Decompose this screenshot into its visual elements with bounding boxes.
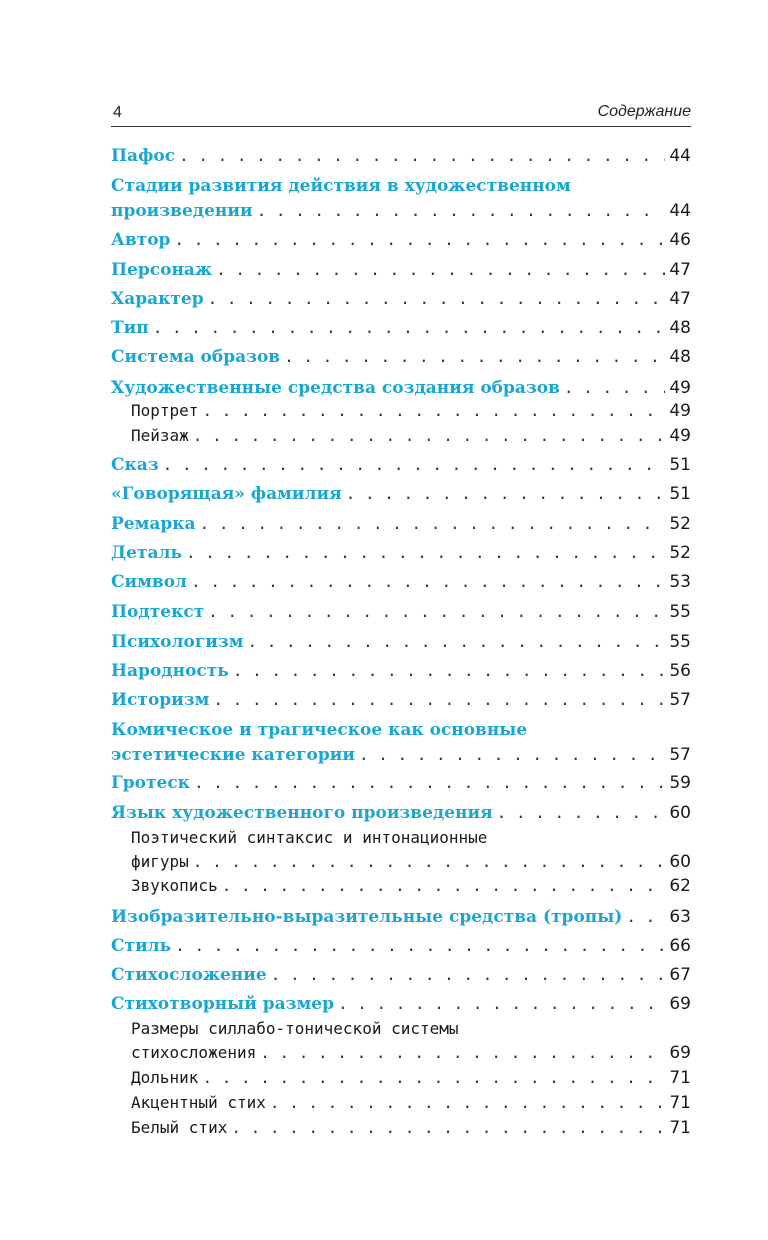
toc-entry-page: 53 bbox=[669, 572, 691, 592]
toc-entry-page: 47 bbox=[669, 260, 691, 280]
toc-entry[interactable] bbox=[111, 287, 691, 311]
toc-leader bbox=[193, 850, 666, 874]
toc-entry-title: Пафос bbox=[111, 146, 176, 166]
toc-entry-title: Пейзаж bbox=[131, 426, 189, 445]
toc-entry-title: Стадии развития действия в художественном bbox=[111, 176, 571, 196]
toc-subentry[interactable] bbox=[131, 1116, 691, 1140]
toc-entry[interactable] bbox=[111, 512, 691, 536]
toc-entry-page: 56 bbox=[669, 661, 691, 681]
toc-leader bbox=[564, 376, 665, 400]
toc-entry-title: Белый стих bbox=[131, 1118, 228, 1137]
toc-entry-title: Характер bbox=[111, 289, 204, 309]
toc-entry-page: 49 bbox=[669, 426, 691, 446]
toc-leader bbox=[257, 199, 666, 223]
toc-entry-title: стихосложения bbox=[131, 1043, 257, 1062]
toc-subentry[interactable] bbox=[131, 874, 691, 898]
toc-leader bbox=[191, 570, 665, 594]
toc-entry[interactable] bbox=[111, 659, 691, 683]
toc-entry-title: Дольник bbox=[131, 1068, 199, 1087]
toc-entry-page: 49 bbox=[669, 378, 691, 398]
toc-entry-title: произведении bbox=[111, 201, 253, 221]
toc-leader bbox=[202, 1066, 665, 1090]
toc-entry-page: 59 bbox=[669, 773, 691, 793]
toc-entry-title: Портрет bbox=[131, 401, 199, 420]
toc-leader bbox=[153, 316, 666, 340]
toc-entry[interactable] bbox=[111, 992, 691, 1016]
toc-leader bbox=[359, 743, 665, 767]
toc-entry-title: Стихотворный размер bbox=[111, 994, 334, 1014]
toc-entry-title: Тип bbox=[111, 318, 149, 338]
toc-entry-page: 69 bbox=[669, 994, 691, 1014]
toc-entry-page: 57 bbox=[669, 690, 691, 710]
toc-entry-page: 71 bbox=[669, 1118, 691, 1138]
toc-entry-title: Акцентный стих bbox=[131, 1093, 266, 1112]
toc-entry[interactable] bbox=[111, 771, 691, 795]
toc-entry-page: 46 bbox=[669, 230, 691, 250]
toc-entry-title: «Говорящая» фамилия bbox=[111, 484, 342, 504]
toc-leader bbox=[163, 453, 666, 477]
toc-entry-page: 48 bbox=[669, 347, 691, 367]
toc-leader bbox=[208, 600, 665, 624]
toc-entry[interactable] bbox=[111, 963, 691, 987]
toc-subentry[interactable] bbox=[131, 1041, 691, 1065]
toc-subentry[interactable] bbox=[131, 424, 691, 448]
toc-entry-title: Художественные средства создания образов bbox=[111, 378, 560, 398]
toc-entry[interactable] bbox=[111, 688, 691, 712]
toc-entry[interactable] bbox=[111, 718, 691, 742]
toc-entry-title: Сказ bbox=[111, 455, 159, 475]
toc-entry[interactable] bbox=[111, 905, 691, 929]
running-head-title: Содержание bbox=[597, 103, 691, 120]
toc-entry-page: 47 bbox=[669, 289, 691, 309]
toc-leader bbox=[338, 992, 665, 1016]
toc-entry-page: 44 bbox=[669, 146, 691, 166]
toc-entry-page: 62 bbox=[669, 876, 691, 896]
toc-entry-page: 57 bbox=[669, 745, 691, 765]
toc-entry-title: Ремарка bbox=[111, 514, 196, 534]
toc-leader bbox=[193, 424, 666, 448]
toc-subentry[interactable] bbox=[131, 399, 691, 423]
toc-entry[interactable] bbox=[111, 600, 691, 624]
toc-entry-page: 52 bbox=[669, 543, 691, 563]
toc-entry[interactable] bbox=[111, 199, 691, 223]
toc-subentry[interactable] bbox=[131, 826, 691, 850]
toc-leader bbox=[260, 1041, 665, 1065]
toc-leader bbox=[179, 144, 665, 168]
toc-entry[interactable] bbox=[111, 453, 691, 477]
toc-entry-page: 52 bbox=[669, 514, 691, 534]
toc-entry-page: 71 bbox=[669, 1068, 691, 1088]
toc-leader bbox=[174, 228, 665, 252]
toc-entry-title: фигуры bbox=[131, 852, 189, 871]
toc-leader bbox=[284, 345, 665, 369]
toc-entry-title: Автор bbox=[111, 230, 171, 250]
toc-leader bbox=[194, 771, 665, 795]
toc-entry-title: Изобразительно-выразительные средства (тропы) bbox=[111, 907, 623, 927]
toc-leader bbox=[247, 630, 665, 654]
toc-entry-title: Народность bbox=[111, 661, 229, 681]
toc-entry[interactable] bbox=[111, 541, 691, 565]
page-number: 4 bbox=[113, 104, 122, 121]
toc-leader bbox=[626, 905, 665, 929]
toc-entry[interactable] bbox=[111, 258, 691, 282]
toc-leader bbox=[216, 258, 665, 282]
toc-entry-page: 51 bbox=[669, 484, 691, 504]
toc-leader bbox=[346, 482, 666, 506]
toc-entry-title: Персонаж bbox=[111, 260, 213, 280]
toc-leader bbox=[497, 801, 666, 825]
toc-entry-title: Комическое и трагическое как основные bbox=[111, 720, 528, 740]
toc-entry-title: Деталь bbox=[111, 543, 183, 563]
toc-entry-title: Стиль bbox=[111, 936, 172, 956]
toc-entry-page: 48 bbox=[669, 318, 691, 338]
toc-entry[interactable] bbox=[111, 174, 691, 198]
toc-subentry[interactable] bbox=[131, 1017, 691, 1041]
toc-entry[interactable] bbox=[111, 570, 691, 594]
toc-leader bbox=[222, 874, 666, 898]
toc-entry-page: 60 bbox=[669, 803, 691, 823]
toc-entry-title: Система образов bbox=[111, 347, 281, 367]
toc-entry-page: 67 bbox=[669, 965, 691, 985]
toc-entry[interactable] bbox=[111, 228, 691, 252]
toc-entry-title: Стихосложение bbox=[111, 965, 267, 985]
toc-leader bbox=[213, 688, 665, 712]
toc-entry-title: Историзм bbox=[111, 690, 210, 710]
toc-leader bbox=[200, 512, 666, 536]
toc-entry-title: Язык художественного произведения bbox=[111, 803, 493, 823]
toc-entry-title: Поэтический синтаксис и интонационные bbox=[131, 828, 488, 847]
toc-entry[interactable] bbox=[111, 482, 691, 506]
toc-entry[interactable] bbox=[111, 316, 691, 340]
toc-entry[interactable] bbox=[111, 376, 691, 400]
toc-entry-page: 44 bbox=[669, 201, 691, 221]
toc-entry-page: 60 bbox=[669, 852, 691, 872]
toc-entry-page: 66 bbox=[669, 936, 691, 956]
toc-entry-page: 63 bbox=[669, 907, 691, 927]
toc-entry-title: Размеры силлабо-тонической системы bbox=[131, 1019, 459, 1038]
toc-leader bbox=[271, 963, 666, 987]
toc-entry-title: Символ bbox=[111, 572, 188, 592]
toc-entry[interactable] bbox=[111, 630, 691, 654]
toc-entry-page: 69 bbox=[669, 1043, 691, 1063]
toc-entry[interactable] bbox=[111, 743, 691, 767]
toc-entry-title: Гротеск bbox=[111, 773, 190, 793]
toc-leader bbox=[233, 659, 666, 683]
toc-entry-page: 55 bbox=[669, 602, 691, 622]
toc-entry-title: Психологизм bbox=[111, 632, 244, 652]
toc-entry[interactable] bbox=[111, 801, 691, 825]
toc-leader bbox=[186, 541, 665, 565]
toc-leader bbox=[231, 1116, 665, 1140]
toc-entry[interactable] bbox=[111, 144, 691, 168]
toc-entry-title: Подтекст bbox=[111, 602, 205, 622]
toc-entry-page: 49 bbox=[669, 401, 691, 421]
toc-leader bbox=[175, 934, 665, 958]
toc-entry-page: 71 bbox=[669, 1093, 691, 1113]
toc-leader bbox=[270, 1091, 666, 1115]
toc-entry[interactable] bbox=[111, 345, 691, 369]
toc-subentry[interactable] bbox=[131, 1091, 691, 1115]
toc-entry-title: Звукопись bbox=[131, 876, 218, 895]
toc-subentry[interactable] bbox=[131, 850, 691, 874]
toc-leader bbox=[202, 399, 665, 423]
toc-entry[interactable] bbox=[111, 934, 691, 958]
toc-subentry[interactable] bbox=[131, 1066, 691, 1090]
toc-leader bbox=[208, 287, 666, 311]
toc-entry-page: 55 bbox=[669, 632, 691, 652]
toc-entry-page: 51 bbox=[669, 455, 691, 475]
toc-entry-title: эстетические категории bbox=[111, 745, 355, 765]
running-header bbox=[111, 100, 691, 127]
